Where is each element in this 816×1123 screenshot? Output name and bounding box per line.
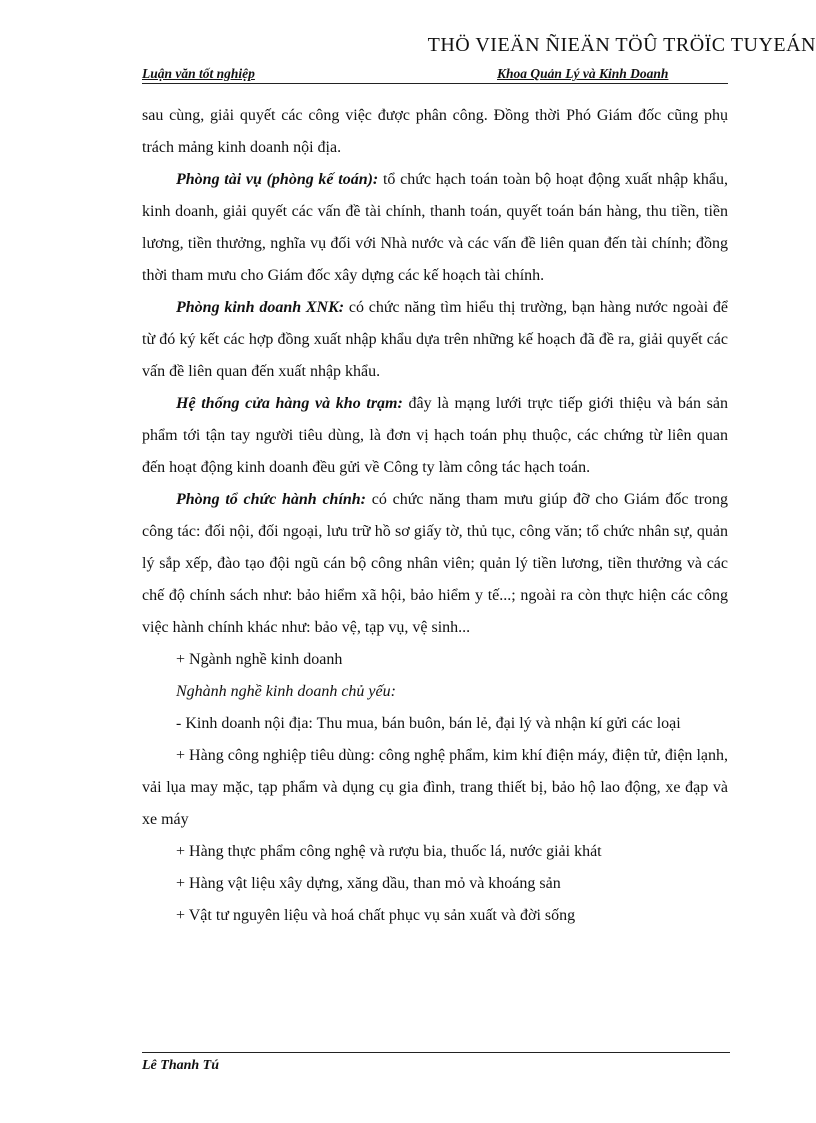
paragraph-accounting: [142, 164, 728, 292]
paragraph: + Hàng vật liệu xây dựng, xăng dầu, than mỏ và khoáng sản: [176, 875, 561, 892]
paragraph-admin: [142, 484, 728, 644]
paragraph-text: đây là mạng lưới trực tiếp giới thiệu và bán sản phẩm tới tận tay người tiêu dùng, là đơn vị hạch toán phụ thuộc, các chứng từ liên quan đến hoạt động kinh doanh đều gửi về Công ty làm công tác hạch toán.: [142, 395, 728, 476]
section-title: Phòng tổ chức hành chính:: [176, 491, 367, 508]
paragraph-text: tổ chức hạch toán toàn bộ hoạt động xuất nhập khẩu, kinh doanh, giải quyết các vấn đề tài chính, thanh toán, quyết toán bán hàng, thu tiền, tiền lương, tiền thưởng, nghĩa vụ đối với Nhà nước và các vấn đề liên quan đến tài chính; đồng thời tham mưu cho Giám đốc xây dựng các kế hoạch tài chính.: [142, 171, 728, 284]
paragraph-text: có chức năng tìm hiểu thị trường, bạn hàng nước ngoài để từ đó ký kết các hợp đồng xuất nhập khẩu dựa trên những kế hoạch đã đề ra, giải quyết các vấn đề liên quan đến xuất nhập khẩu.: [142, 299, 729, 380]
section-title: Phòng tài vụ (phòng kế toán):: [176, 171, 379, 188]
section-title: Hệ thống cửa hàng và kho trạm:: [176, 395, 403, 412]
paragraph: sau cùng, giải quyết các công việc được phân công. Đồng thời Phó Giám đốc cũng phụ trách mảng kinh doanh nội địa.: [142, 107, 728, 156]
paragraph: + Hàng công nghiệp tiêu dùng: công nghệ phẩm, kim khí điện máy, điện tử, điện lạnh, vải lụa may mặc, tạp phẩm và dụng cụ gia đình, trang thiết bị, bảo hộ lao động, xe đạp và xe máy: [142, 747, 728, 828]
footer-author: Lê Thanh Tú: [142, 1058, 220, 1073]
header-right: Khoa Quản Lý và Kinh Doanh: [497, 66, 669, 81]
watermark-text: THÖ VIEÄN ÑIEÄN TÖÛ TRÖÏC TUYEÁN: [427, 34, 816, 56]
paragraph: - Kinh doanh nội địa: Thu mua, bán buôn, bán lẻ, đại lý và nhận kí gửi các loại: [176, 715, 681, 732]
paragraph: Nghành nghề kinh doanh chủ yếu:: [176, 683, 396, 700]
section-title: Phòng kinh doanh XNK:: [176, 299, 345, 316]
paragraph: + Hàng thực phẩm công nghệ và rượu bia, thuốc lá, nước giải khát: [176, 843, 602, 860]
header-left: Luận văn tốt nghiệp: [142, 66, 255, 81]
document-body: [142, 100, 728, 932]
paragraph: + Vật tư nguyên liệu và hoá chất phục vụ sản xuất và đời sống: [176, 907, 576, 924]
page-header: [142, 65, 728, 84]
paragraph-business: [142, 292, 728, 388]
paragraph-text: có chức năng tham mưu giúp đỡ cho Giám đốc trong công tác: đối nội, đối ngoại, lưu trữ hồ sơ giấy tờ, thủ tục, công văn; tổ chức nhân sự, quản lý sắp xếp, đào tạo đội ngũ cán bộ công nhân viên; quản lý tiền lương, tiền thưởng và các chế độ chính sách như: bảo hiểm xã hội, bảo hiểm y tế...; ngoài ra còn thực hiện các công việc hành chính khác như: bảo vệ, tạp vụ, vệ sinh...: [142, 491, 728, 636]
paragraph: + Ngành nghề kinh doanh: [176, 651, 343, 668]
paragraph-stores: [142, 388, 728, 484]
footer-divider: [142, 1052, 730, 1053]
